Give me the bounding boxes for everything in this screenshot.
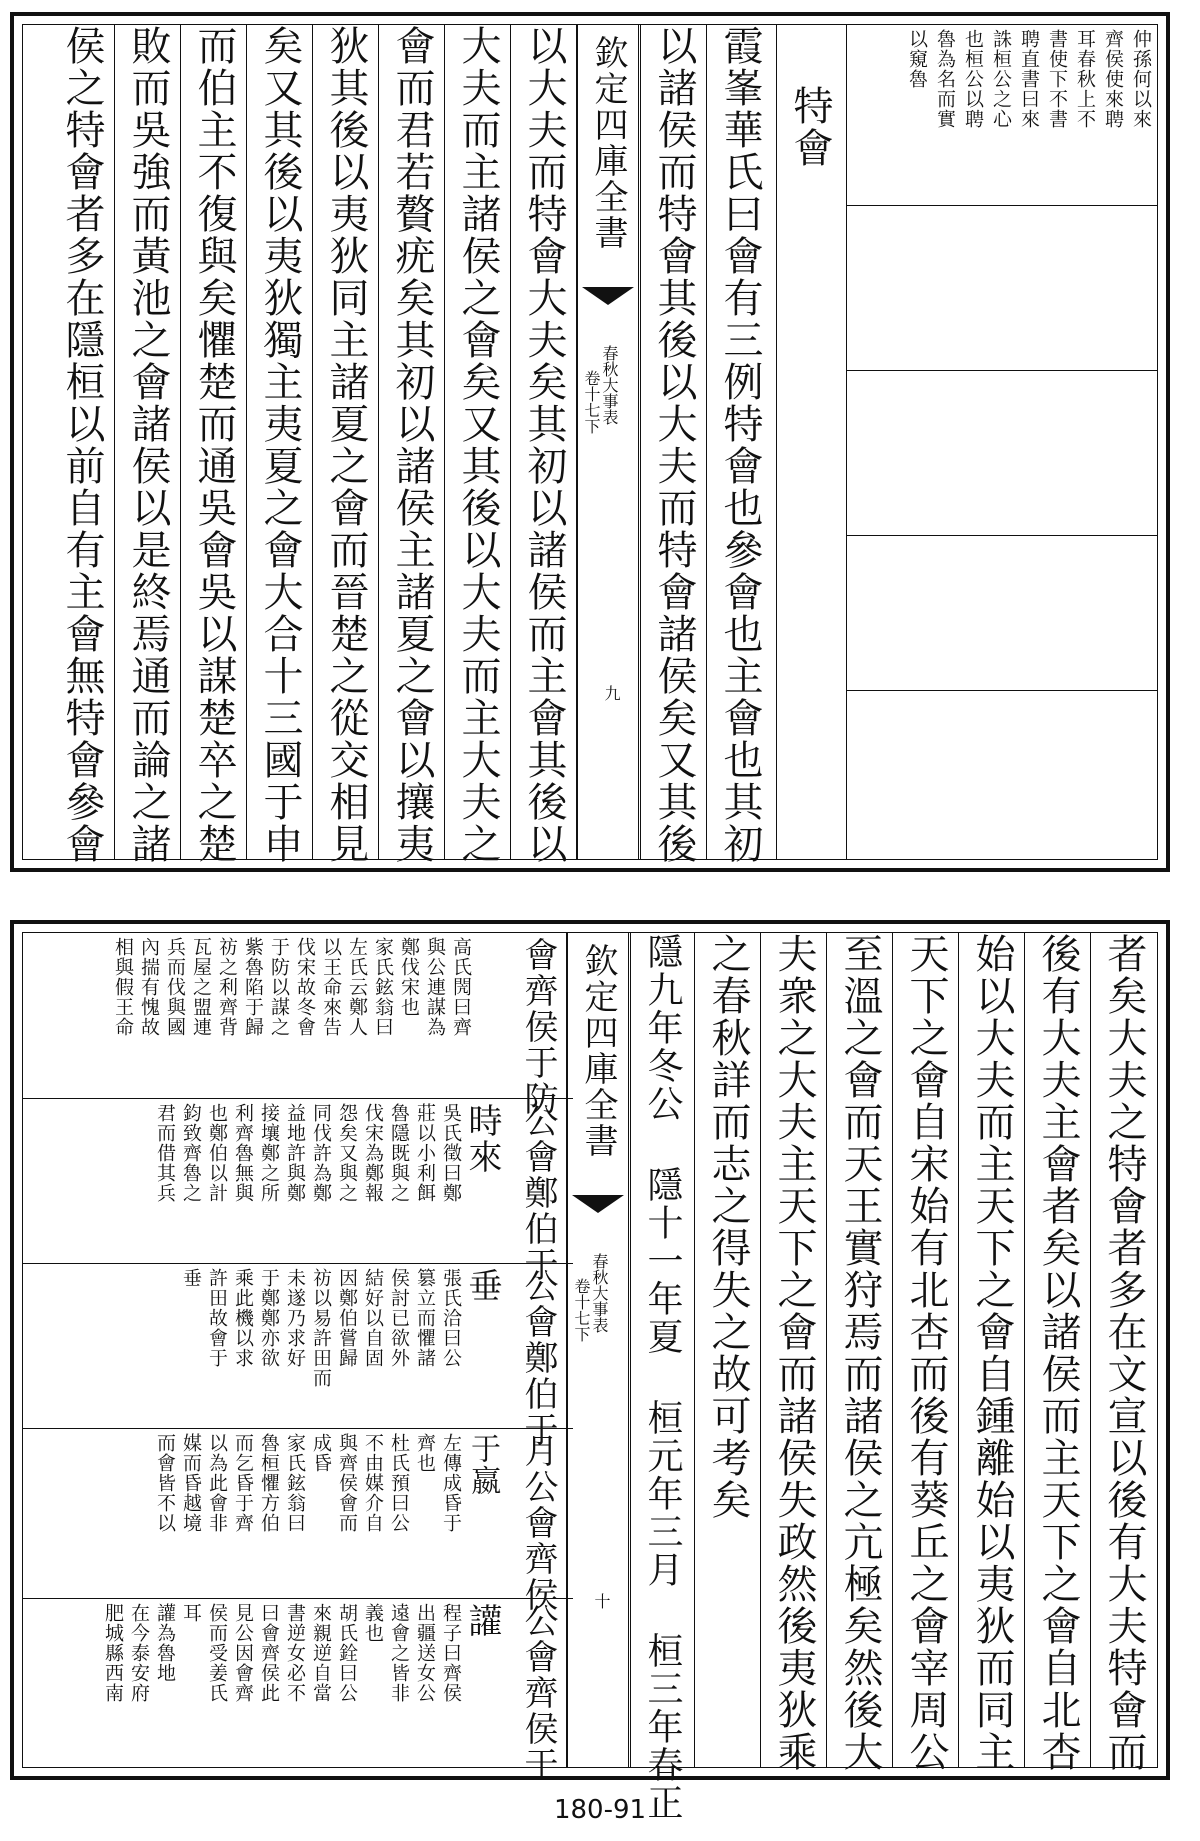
top-margin-title: 欽定四庫全書 bbox=[588, 35, 628, 251]
top-note-col-5: 聘直書曰來 bbox=[1018, 29, 1040, 129]
row-2-note: 怨矣又與之 bbox=[336, 1103, 358, 1203]
row-5-note: 胡氏銓曰公 bbox=[336, 1603, 358, 1703]
row-2-note: 伐宋為鄭報 bbox=[362, 1103, 384, 1203]
row-3-note: 未遂乃求好 bbox=[284, 1268, 306, 1368]
top-rule-5 bbox=[444, 25, 445, 859]
row-1-note: 于防以謀之 bbox=[268, 937, 290, 1037]
bottom-text-col-1: 者矣大夫之特會者多在文宣以後有大夫特會而 bbox=[1101, 933, 1147, 1773]
top-note-col-6: 誅桓公之心 bbox=[990, 29, 1012, 129]
top-text-col-8: 而伯主不復與矣懼楚而通吳會吳以謀楚卒之楚 bbox=[191, 25, 237, 865]
top-note-col-3: 耳春秋上不 bbox=[1074, 29, 1096, 129]
row-5-note: 見公因會齊 bbox=[232, 1603, 254, 1703]
bottom-row-1 bbox=[23, 933, 573, 1117]
row-1-note: 相與假王命 bbox=[112, 937, 134, 1037]
row-1-entry: 會齊侯于防 bbox=[518, 937, 558, 1117]
top-rule-1 bbox=[706, 25, 707, 859]
row-4-note: 而乞昏于齊 bbox=[232, 1433, 254, 1533]
bottom-text-col-3: 始以大夫而主天下之會自鍾離始以夷狄而同主 bbox=[969, 933, 1015, 1773]
top-note-col-7: 也桓公以聘 bbox=[962, 29, 984, 129]
bottom-rule-6 bbox=[760, 933, 761, 1767]
row-2-note: 接壤鄭之所 bbox=[258, 1103, 280, 1203]
row-2-lead: 公會鄭伯于 bbox=[518, 1103, 558, 1283]
row-5-note: 肥城縣西南 bbox=[102, 1603, 124, 1703]
row-2-note: 同伐許為鄭 bbox=[310, 1103, 332, 1203]
row-2-note: 吳氏徵曰鄭 bbox=[440, 1103, 462, 1203]
top-note-col-8: 魯為名而實 bbox=[934, 29, 956, 129]
row-4-lead: 月公會齊侯 bbox=[518, 1433, 558, 1613]
top-header-divider bbox=[776, 25, 777, 859]
row-5-note: 耳 bbox=[180, 1603, 202, 1623]
top-rule-4 bbox=[510, 25, 511, 859]
row-5-note: 在今泰安府 bbox=[128, 1603, 150, 1703]
row-3-note: 祊以易許田而 bbox=[310, 1268, 332, 1388]
top-text-col-10: 侯之特會者多在隱桓以前自有主會無特會參會 bbox=[59, 25, 105, 865]
row-2-note: 鈞致齊魯之 bbox=[180, 1103, 202, 1203]
bottom-rule-3 bbox=[958, 933, 959, 1767]
row-1-note: 左氏云鄭人 bbox=[346, 937, 368, 1037]
row-1-note: 鄭伐宋也 bbox=[398, 937, 420, 1017]
bottom-row-5 bbox=[23, 1599, 573, 1783]
bottom-rule-5 bbox=[826, 933, 827, 1767]
top-rule-7 bbox=[312, 25, 313, 859]
top-text-col-2: 以諸侯而特會其後以大夫而特會諸侯矣又其後 bbox=[651, 25, 697, 865]
top-page-frame bbox=[22, 24, 1158, 865]
row-1-note: 紫魯陷于歸 bbox=[242, 937, 264, 1037]
bottom-rule-2 bbox=[1024, 933, 1025, 1767]
row-5-note: 出疆送女公 bbox=[414, 1603, 436, 1703]
row-3-note: 結好以自固 bbox=[362, 1268, 384, 1368]
row-3-note: 于鄭鄭亦欲 bbox=[258, 1268, 280, 1368]
top-margin-page-number: 九 bbox=[602, 685, 621, 701]
row-1-note: 瓦屋之盟連 bbox=[190, 937, 212, 1037]
row-5-note: 來親逆自當 bbox=[310, 1603, 332, 1703]
top-rule-3 bbox=[576, 25, 577, 859]
row-3-note: 張氏洽曰公 bbox=[440, 1268, 462, 1368]
row-5-note: 程子曰齊侯 bbox=[440, 1603, 462, 1703]
top-table-row-divider-2 bbox=[847, 370, 1157, 371]
top-table-row-divider-4 bbox=[847, 690, 1157, 691]
bottom-margin-title: 欽定四庫全書 bbox=[578, 943, 618, 1159]
top-table-header: 特會 bbox=[787, 85, 833, 169]
bottom-rule-1 bbox=[1090, 933, 1091, 1767]
top-rule-6 bbox=[378, 25, 379, 859]
row-4-note: 與齊侯會而 bbox=[336, 1433, 358, 1533]
top-text-col-1: 霞峯華氏曰會有三例特會也參會也主會也其初 bbox=[717, 25, 763, 865]
top-table-left-border bbox=[846, 25, 847, 859]
bottom-text-col-5: 至溫之會而天王實狩焉而諸侯之亢極矣然後大 bbox=[837, 933, 883, 1773]
row-1-note: 內揣有愧故 bbox=[138, 937, 160, 1037]
row-2-entry: 時來 bbox=[462, 1103, 502, 1175]
bottom-row-3 bbox=[23, 1264, 573, 1448]
row-1-note: 家氏鉉翁曰 bbox=[372, 937, 394, 1037]
row-1-note: 與公連謀為 bbox=[424, 937, 446, 1037]
bottom-margin-volume: 卷十七下 bbox=[572, 1278, 591, 1342]
row-4-entry: 于嬴 bbox=[465, 1433, 500, 1497]
page-number: 180-91 bbox=[553, 1795, 647, 1825]
row-4-note: 不由媒介自 bbox=[362, 1433, 384, 1533]
row-4-note: 以為此會非 bbox=[206, 1433, 228, 1533]
top-note-col-9: 以窺魯 bbox=[906, 29, 928, 89]
row-2-note: 君而借其兵 bbox=[154, 1103, 176, 1203]
row-3-entry: 垂 bbox=[462, 1268, 502, 1304]
bottom-fish-tail-icon bbox=[572, 1195, 624, 1213]
row-2-note: 益地許與鄭 bbox=[284, 1103, 306, 1203]
row-4-note: 媒而昏越境 bbox=[180, 1433, 202, 1533]
bottom-rule-8 bbox=[630, 933, 631, 1767]
row-3-note: 因鄭伯嘗歸 bbox=[336, 1268, 358, 1368]
top-fish-tail-icon bbox=[582, 287, 634, 305]
row-5-entry: 讙 bbox=[462, 1603, 502, 1639]
top-text-col-4: 大夫而主諸侯之會矣又其後以大夫而主大夫之 bbox=[455, 25, 501, 865]
top-rule-8 bbox=[246, 25, 247, 859]
top-table-row-divider-1 bbox=[847, 205, 1157, 206]
row-5-note: 遠會之皆非 bbox=[388, 1603, 410, 1703]
top-text-col-3: 以大夫而特會大夫矣其初以諸侯而主會其後以 bbox=[521, 25, 567, 865]
row-2-note: 魯隱既與之 bbox=[388, 1103, 410, 1203]
top-page-panel bbox=[10, 12, 1170, 872]
top-rule-9 bbox=[180, 25, 181, 859]
row-5-note: 曰會齊侯此 bbox=[258, 1603, 280, 1703]
bottom-margin-strip bbox=[567, 933, 629, 1767]
top-rule-10 bbox=[114, 25, 115, 859]
top-table-row-divider-3 bbox=[847, 535, 1157, 536]
row-4-note: 而會皆不以 bbox=[154, 1433, 176, 1533]
row-5-note: 書逆女必不 bbox=[284, 1603, 306, 1703]
row-5-note: 侯而受姜氏 bbox=[206, 1603, 228, 1703]
row-3-note: 許田故會于 bbox=[206, 1268, 228, 1368]
bottom-rule-4 bbox=[892, 933, 893, 1767]
row-1-note: 以王命來告 bbox=[320, 937, 342, 1037]
bottom-row-4 bbox=[23, 1429, 573, 1613]
row-4-note: 杜氏預曰公 bbox=[388, 1433, 410, 1533]
top-margin-strip bbox=[577, 25, 639, 859]
top-note-col-1: 仲孫何以來 bbox=[1130, 29, 1152, 129]
top-margin-volume: 卷十七下 bbox=[582, 370, 601, 434]
bottom-margin-page-number: 十 bbox=[592, 1593, 611, 1609]
bottom-row-2 bbox=[23, 1099, 573, 1283]
row-3-lead: 公會鄭伯于 bbox=[518, 1268, 558, 1448]
row-3-note: 侯討已欲外 bbox=[388, 1268, 410, 1368]
bottom-date-header: 隱九年冬公 隱十一年夏 桓元年三月 桓三年春正 bbox=[642, 933, 683, 1822]
bottom-text-col-6: 夫衆之大夫主天下之會而諸侯失政然後夷狄乘 bbox=[771, 933, 817, 1773]
row-1-note: 兵而伐與國 bbox=[164, 937, 186, 1037]
top-note-col-4: 書使下不書 bbox=[1046, 29, 1068, 129]
row-2-note: 利齊魯無與 bbox=[232, 1103, 254, 1203]
bottom-margin-book: 春秋大事表 bbox=[590, 1253, 609, 1333]
row-4-note: 魯桓懼方伯 bbox=[258, 1433, 280, 1533]
bottom-text-col-4: 天下之會自宋始有北杏而後有葵丘之會宰周公 bbox=[903, 933, 949, 1773]
row-4-note: 成昏 bbox=[310, 1433, 332, 1473]
row-1-note: 伐宋故冬會 bbox=[294, 937, 316, 1037]
top-text-col-9: 敗而吳強而黃池之會諸侯以是終焉通而論之諸 bbox=[125, 25, 171, 865]
bottom-text-col-2: 後有大夫主會者矣以諸侯而主天下之會自北杏 bbox=[1035, 933, 1081, 1773]
row-5-lead: 公會齊侯于 bbox=[518, 1603, 558, 1783]
row-2-note: 莊以小利餌 bbox=[414, 1103, 436, 1203]
row-3-note: 垂 bbox=[180, 1268, 202, 1288]
row-4-note: 齊也 bbox=[414, 1433, 436, 1473]
row-4-note: 左傳成昏于 bbox=[440, 1433, 462, 1533]
top-text-col-7: 矣又其後以夷狄獨主夷夏之會大合十三國于申 bbox=[257, 25, 303, 865]
bottom-rule-7 bbox=[694, 933, 695, 1767]
row-3-note: 篡立而懼諸 bbox=[414, 1268, 436, 1368]
top-rule-2 bbox=[640, 25, 641, 859]
row-2-note: 也鄭伯以計 bbox=[206, 1103, 228, 1203]
top-note-col-2: 齊侯使來聘 bbox=[1102, 29, 1124, 129]
row-5-note: 義也 bbox=[362, 1603, 384, 1643]
row-5-note: 讙為魯地 bbox=[154, 1603, 176, 1683]
row-1-note: 祊之利齊背 bbox=[216, 937, 238, 1037]
top-margin-book: 春秋大事表 bbox=[600, 345, 619, 425]
row-3-note: 乘此機以求 bbox=[232, 1268, 254, 1368]
top-text-col-5: 會而君若贅疣矣其初以諸侯主諸夏之會以攘夷 bbox=[389, 25, 435, 865]
top-text-col-6: 狄其後以夷狄同主諸夏之會而晉楚之從交相見 bbox=[323, 25, 369, 865]
bottom-text-col-7: 之春秋詳而志之得失之故可考矣 bbox=[705, 933, 751, 1521]
row-4-note: 家氏鉉翁曰 bbox=[284, 1433, 306, 1533]
row-1-note: 高氏閌曰齊 bbox=[450, 937, 472, 1037]
